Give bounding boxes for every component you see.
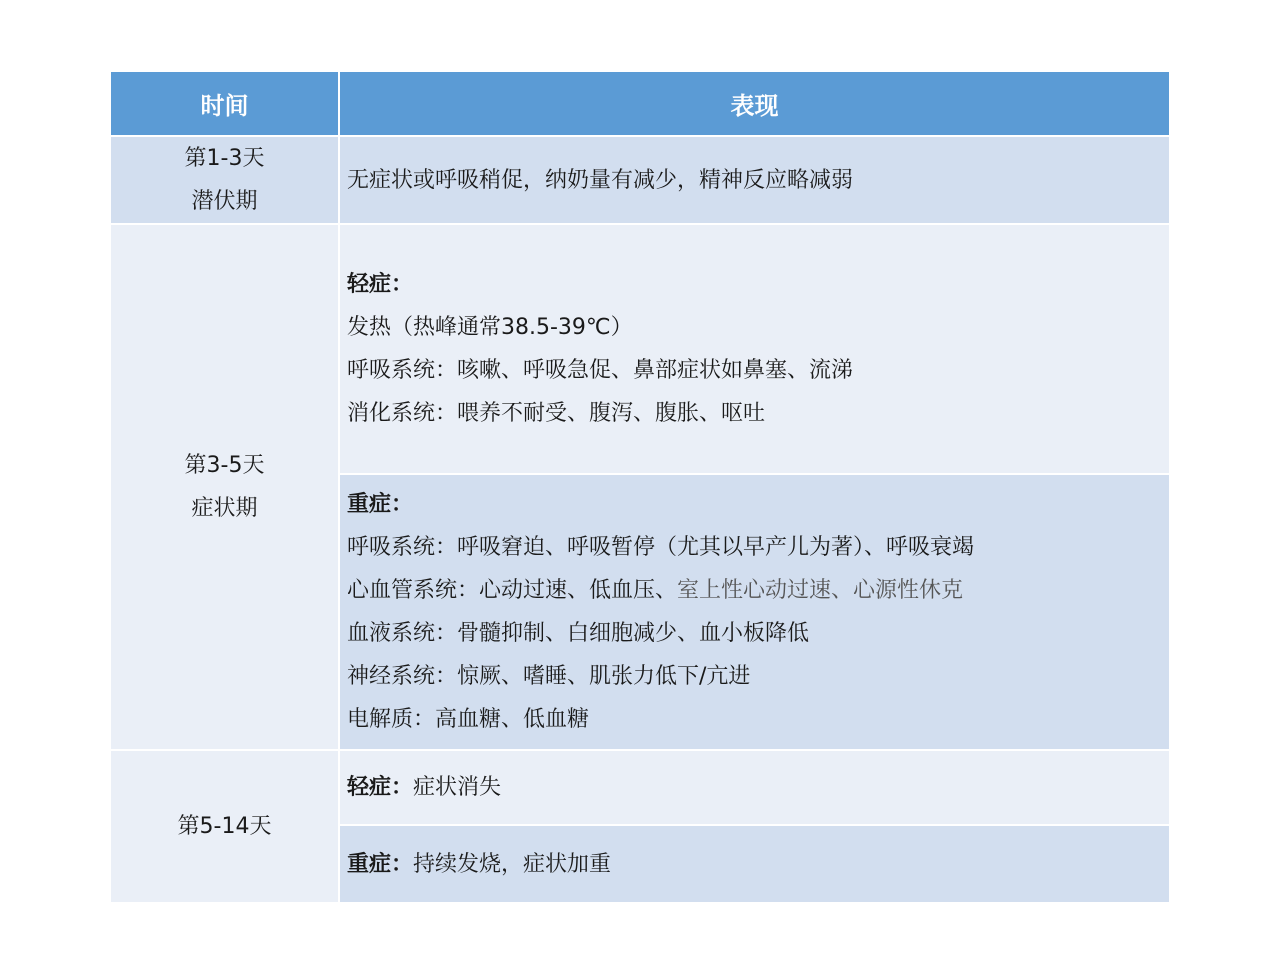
recovery-mild-text: 症状消失	[413, 775, 502, 800]
symptomatic-mild-line: 消化系统：喂养不耐受、腹泻、腹胀、呕吐	[347, 401, 766, 426]
recovery-mild-label: 轻症：	[347, 775, 414, 800]
header-manifestation: 表现	[340, 72, 1169, 135]
symptomatic-stage: 症状期	[191, 496, 258, 521]
symptomatic-mild-line: 呼吸系统：咳嗽、呼吸急促、鼻部症状如鼻塞、流涕	[347, 358, 854, 383]
recovery-time-cell	[111, 751, 338, 902]
recovery-mild-cell	[340, 751, 1169, 824]
symptomatic-mild-cell	[340, 225, 1169, 473]
incubation-text-cell	[340, 137, 1169, 223]
symptomatic-days: 第3-5天	[184, 453, 265, 478]
recovery-severe-cell	[340, 826, 1169, 902]
severe-cardiovascular-a: 心血管系统：心动过速、低血压、	[347, 578, 678, 603]
recovery-severe-label: 重症：	[347, 851, 414, 877]
symptomatic-mild-label: 轻症：	[347, 272, 414, 297]
incubation-text: 无症状或呼吸稍促，纳奶量有减少，精神反应略减弱	[347, 167, 854, 193]
symptomatic-time-cell	[111, 225, 338, 749]
symptomatic-severe-cell	[340, 475, 1169, 749]
symptomatic-mild-line: 发热（热峰通常38.5-39℃）	[347, 315, 633, 340]
recovery-severe-text: 持续发烧，症状加重	[413, 851, 612, 877]
severe-cardiovascular-b: 室上性心动过速、心源性休克	[677, 578, 964, 603]
symptomatic-severe-label: 重症：	[347, 492, 414, 517]
severe-hematologic: 血液系统：骨髓抑制、白细胞减少、血小板降低	[347, 621, 810, 646]
severe-electrolyte: 电解质：高血糖、低血糖	[347, 707, 590, 732]
course-table	[111, 72, 1169, 902]
severe-respiratory: 呼吸系统：呼吸窘迫、呼吸暂停（尤其以早产儿为著）、呼吸衰竭	[347, 535, 975, 560]
header-time: 时间	[111, 72, 338, 135]
severe-neurologic: 神经系统：惊厥、嗜睡、肌张力低下/亢进	[347, 664, 751, 689]
recovery-days: 第5-14天	[177, 814, 272, 839]
incubation-days: 第1-3天	[184, 146, 265, 171]
incubation-stage: 潜伏期	[191, 189, 258, 214]
incubation-time-cell	[111, 137, 338, 223]
severe-cardiovascular	[347, 569, 963, 612]
